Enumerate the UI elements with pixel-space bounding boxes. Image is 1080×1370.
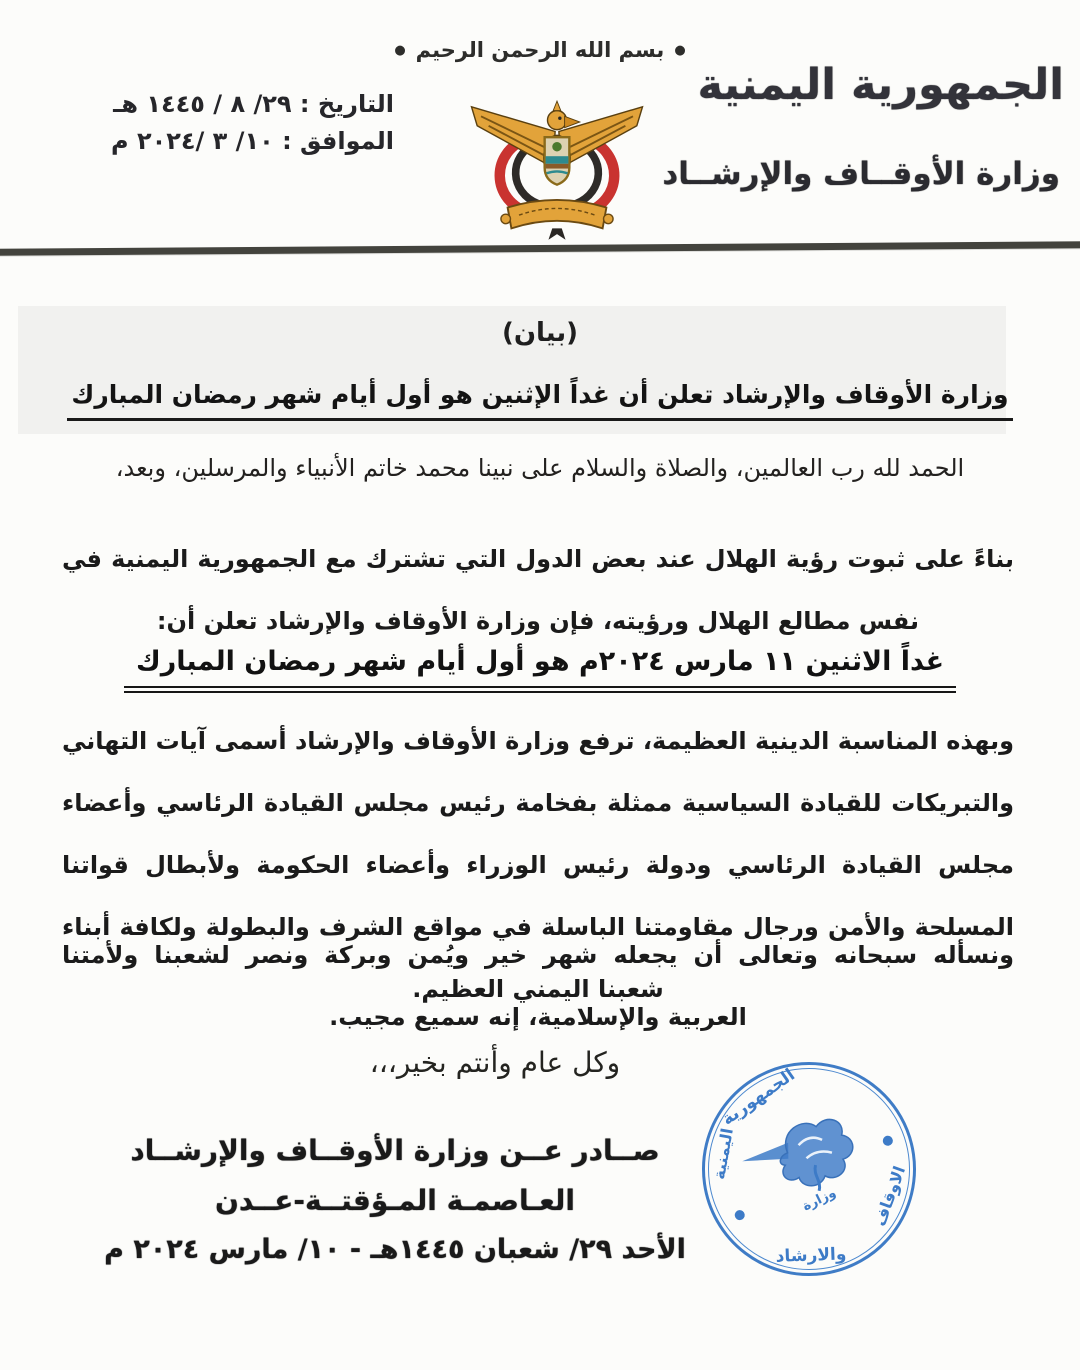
date-block bbox=[56, 86, 394, 160]
ministry-title: وزارة الأوقــاف والإرشــاد bbox=[662, 156, 1060, 192]
bismillah-dot-left: ● bbox=[394, 43, 406, 58]
signature-block bbox=[50, 1134, 740, 1282]
bismillah-line bbox=[0, 38, 1080, 62]
hijri-date-line: التاريخ : ٢٩/ ٨ / ١٤٤٥ هـ bbox=[113, 90, 394, 118]
footer-date-line: الأحد ٢٩/ شعبان ١٤٤٥هـ - ١٠/ مارس ٢٠٢٤ م bbox=[104, 1234, 686, 1265]
opening-salutation: الحمد لله رب العالمين، والصلاة والسلام على نبينا محمد خاتم الأنبياء والمرسلين، وبعد، bbox=[115, 454, 965, 482]
capital-line: العـاصمـة المـؤقتــة-عــدن bbox=[215, 1184, 575, 1217]
stamp-ministry-word: وزارة bbox=[800, 1185, 839, 1215]
stamp-calligraphic-bird-icon bbox=[734, 1102, 870, 1203]
stamp-yemenia-word: اليمنية bbox=[709, 1126, 737, 1181]
paragraph-crescent-sighting: بناءً على ثبوت رؤية الهلال عند بعض الدول التي تشترك مع الجمهورية اليمنية في نفس مطالع الهلال ورؤيته، فإن وزارة الأوقاف والإرشاد تعلن أن: bbox=[62, 545, 1014, 635]
statement-title-text: وزارة الأوقاف والإرشاد تعلن أن غداً الإثنين هو أول أيام شهر رمضان المبارك bbox=[67, 380, 1012, 421]
gregorian-date-line: الموافق : ١٠/ ٣ /٢٠٢٤ م bbox=[110, 127, 394, 155]
stamp-irshad-word: والارشاد bbox=[775, 1244, 847, 1267]
paragraph-congratulations: وبهذه المناسبة الدينية العظيمة، ترفع وزارة الأوقاف والإرشاد أسمى آيات التهاني والتبريكات للقيادة السياسية ممثلة بفخامة رئيس مجلس القيادة الرئاسي وأعضاء مجلس القيادة الرئاسي ودولة رئيس الوزراء وأعضاء الحكومة ولأبطال قواتنا المسلحة والأمن ورجال مقاومتنا الباسلة في مواقع الشرف والبطولة ولكافة أبناء شعبنا اليمني العظيم. bbox=[62, 727, 1014, 1003]
paragraph-prayer: ونسأله سبحانه وتعالى أن يجعله شهر خير ويُمن وبركة ونصر لشعبنا ولأمتنا العربية والإسلامية، إنه سميع مجيب. bbox=[62, 941, 1014, 1031]
ramadan-announcement bbox=[0, 646, 1080, 693]
yemen-coat-of-arms-icon bbox=[462, 80, 652, 244]
bismillah-text: بسم الله الرحمن الرحيم bbox=[415, 38, 665, 62]
stamp-awqaf-word: الاوقاف bbox=[869, 1163, 910, 1229]
statement-label: (بيان) bbox=[501, 318, 579, 348]
bismillah-dot-right: ● bbox=[674, 43, 686, 58]
issued-by-line: صــادر عــن وزارة الأوقــاف والإرشــاد bbox=[130, 1134, 660, 1167]
ramadan-announcement-text: غداً الاثنين ١١ مارس ٢٠٢٤م هو أول أيام شهر رمضان المبارك bbox=[124, 646, 956, 693]
closing-greeting: وكل عام وأنتم بخير،،، bbox=[369, 1046, 621, 1079]
republic-title: الجمهورية اليمنية bbox=[697, 60, 1064, 110]
statement-title bbox=[0, 380, 1080, 421]
stamp-republic-word: الجمهورية bbox=[718, 1064, 799, 1130]
